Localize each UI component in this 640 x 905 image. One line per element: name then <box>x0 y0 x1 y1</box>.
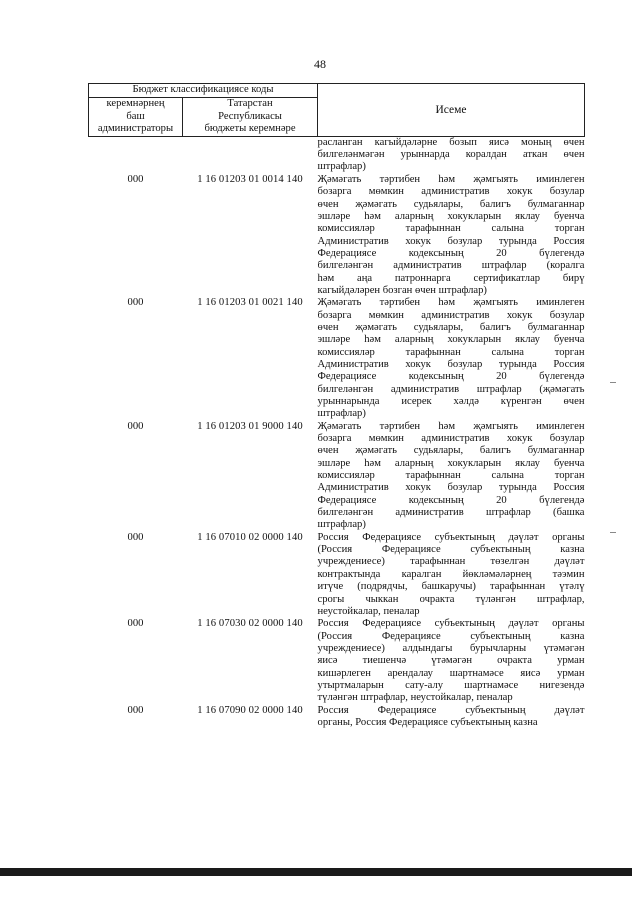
name-line: комиссияләр тарафыннан салына торган <box>317 223 585 235</box>
income-name <box>318 297 585 420</box>
name-line: билгеләнмәгән урыннарда коралдан аткан өчен <box>317 149 585 161</box>
budget-classification-table <box>88 83 585 729</box>
income-name <box>318 532 585 618</box>
name-line: органы, Россия Федерациясе субъектының казна <box>317 716 538 728</box>
name-line: бозарга мөмкин административ хокук бозулар <box>317 309 585 321</box>
table-row <box>89 618 585 704</box>
name-line: учреждениесе) алдындагы бурычларны үтәмәгән <box>317 642 585 654</box>
name-line: штрафлар) <box>317 161 366 173</box>
name-line: Административ хокук бозулар турында Россия <box>317 482 585 494</box>
name-line: Россия Федерациясе субъектының дәүләт органы <box>317 531 585 543</box>
admin-code: 000 <box>127 173 144 185</box>
table-row <box>89 421 585 532</box>
group-header: Бюджет классификациясе коды <box>89 84 318 98</box>
name-line: билгеләнгән административ штрафлар (коралга <box>317 260 585 272</box>
name-line: кишәрлеген арендалау шартнамәсе яисә урман <box>317 667 585 679</box>
income-name <box>318 705 585 730</box>
table-header <box>89 84 585 137</box>
table-row <box>89 705 585 730</box>
name-line: комиссияләр тарафыннан салына торган <box>317 346 585 358</box>
budget-code: 1 16 01203 01 0021 140 <box>197 297 303 309</box>
income-name <box>318 421 585 532</box>
name-line: эшләре һәм аларның хокукларын яклау буенча <box>317 210 585 222</box>
name-line: (Россия Федерациясе субъектының казна <box>317 544 585 556</box>
name-line: Җәмәгать тәртибен һәм җәмгыять иминлеген <box>317 297 585 309</box>
name-line: билгеләнгән административ штрафлар (җәмәгать <box>317 383 585 395</box>
table-body <box>89 136 585 729</box>
name-line: бозарга мөмкин административ хокук бозулар <box>317 186 585 198</box>
name-line: һәм аңа патроннарга сертификатлар бирү <box>317 272 585 284</box>
name-line: өчен җәмәгать судьялары, балигъ булмаганнар <box>317 198 585 210</box>
continuation-row <box>89 136 585 174</box>
income-name <box>318 618 585 704</box>
column-header-admin: керемнәрнең баш администраторы <box>89 98 183 137</box>
name-line: кагыйдәләрен бозган өчен штрафлар) <box>317 284 487 296</box>
name-line: комиссияләр тарафыннан салына торган <box>317 470 585 482</box>
column-header-budget-income: Татарстан Республикасы бюджеты керемнәре <box>183 98 318 137</box>
name-line: контрактында каралган йөкләмәләрнең тәэмин <box>317 568 585 580</box>
name-line: урыннарында исерек хәлдә күренгән өчен <box>317 396 585 407</box>
column-header-name: Исеме <box>318 84 585 137</box>
admin-code: 000 <box>127 618 144 630</box>
name-line: расланган кагыйдәләрне бозып яисә моның өчен <box>317 136 585 148</box>
table-row <box>89 532 585 618</box>
table-row <box>89 174 585 297</box>
admin-code: 000 <box>127 297 144 309</box>
scan-mark <box>610 532 616 533</box>
name-line: түләнгән штрафлар, неустойкалар, пеналар <box>317 692 513 704</box>
admin-code: 000 <box>127 420 144 432</box>
name-line: Җәмәгать тәртибен һәм җәмгыять иминлеген <box>317 173 585 185</box>
name-line: билгеләнгән административ штрафлар (башка <box>317 507 585 519</box>
name-line: өчен җәмәгать судьялары, балигъ булмаганнар <box>317 321 585 333</box>
name-line: Җәмәгать тәртибен һәм җәмгыять иминлеген <box>317 420 585 432</box>
name-line: эшләре һәм аларның хокукларын яклау буенча <box>317 334 585 346</box>
name-line: Федерациясе кодексының 20 бүлегендә <box>317 371 585 383</box>
budget-code: 1 16 07030 02 0000 140 <box>197 618 303 630</box>
page-number: 48 <box>314 57 326 71</box>
budget-code: 1 16 01203 01 0014 140 <box>197 173 303 185</box>
table-row <box>89 297 585 420</box>
name-line: срогы чыккан очракта түләнгән штрафлар, <box>317 593 585 605</box>
name-line: Россия Федерациясе субъектының дәүләт <box>317 704 585 716</box>
admin-code: 000 <box>127 704 144 716</box>
name-line: Административ хокук бозулар турында Россия <box>317 358 585 370</box>
budget-code: 1 16 07010 02 0000 140 <box>197 531 303 543</box>
name-line: яисә тиешенчә үтәмәгән очракта урман <box>317 655 585 667</box>
name-line: Россия Федерациясе субъектының дәүләт органы <box>317 618 585 630</box>
name-line: итүче (подрядчы, башкаручы) тарафыннан үтәлү <box>317 581 585 593</box>
budget-code: 1 16 07090 02 0000 140 <box>197 704 303 716</box>
name-line: (Россия Федерациясе субъектының казна <box>317 630 585 642</box>
scan-edge-bar <box>0 868 632 876</box>
name-line: неустойкалар, пеналар <box>317 605 420 617</box>
name-line: штрафлар) <box>317 408 366 420</box>
scan-mark <box>610 382 616 383</box>
name-line: штрафлар) <box>317 519 366 531</box>
admin-code: 000 <box>127 531 144 543</box>
income-name <box>318 174 585 297</box>
name-line: өчен җәмәгать судьялары, балигъ булмаганнар <box>317 445 585 457</box>
name-line: утыртмаларын сату-алу шартнамәсе нигезендә <box>317 679 585 691</box>
continuation-text <box>318 136 585 174</box>
name-line: Федерациясе кодексының 20 бүлегендә <box>317 247 585 259</box>
name-line: Административ хокук бозулар турында Россия <box>317 235 585 247</box>
name-line: эшләре һәм аларның хокукларын яклау буенча <box>317 457 585 469</box>
budget-code: 1 16 01203 01 9000 140 <box>197 420 303 432</box>
name-line: учреждениесе) тарафыннан төзелгән дәүләт <box>317 556 585 568</box>
name-line: Федерациясе кодексының 20 бүлегендә <box>317 494 585 506</box>
name-line: бозарга мөмкин административ хокук бозулар <box>317 433 585 445</box>
